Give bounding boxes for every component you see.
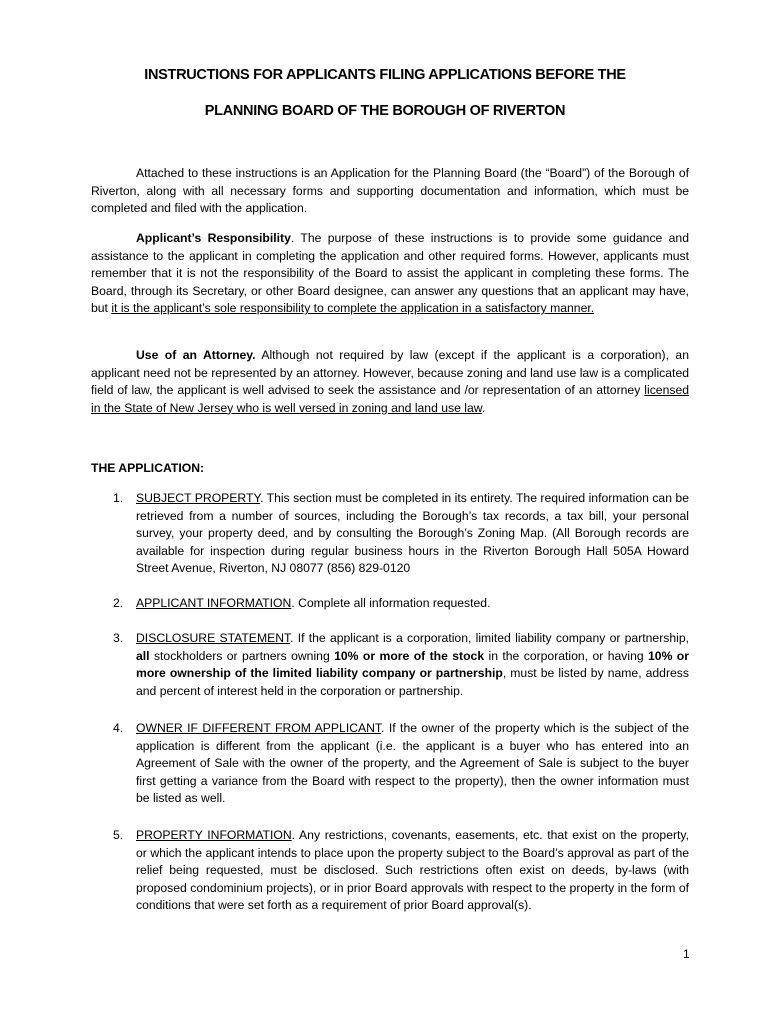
item-label: DISCLOSURE STATEMENT: [136, 631, 291, 645]
intro-text: Attached to these instructions is an Application for the Planning Board (the “Board”) of the Borough of Riverton, along with all necessary forms and supporting documentation and information, which must be completed and filed with the application.: [91, 166, 689, 216]
item-bold-text: 10% or more of the stock: [334, 648, 485, 663]
item-number: 2.: [113, 596, 124, 610]
item-text: , must be listed by name, address and percent of interest held in the corporation or partnership.: [136, 666, 689, 698]
attorney-end: .: [481, 400, 486, 415]
item-label: SUBJECT PROPERTY: [136, 491, 261, 505]
title-line-1: INSTRUCTIONS FOR APPLICANTS FILING APPLICATIONS BEFORE THE: [144, 67, 626, 83]
item-label: PROPERTY INFORMATION: [136, 828, 292, 842]
item-label: OWNER IF DIFFERENT FROM APPLICANT: [136, 721, 382, 735]
item-label: APPLICANT INFORMATION: [136, 596, 292, 610]
list-item-applicant-information: [91, 595, 689, 613]
list-item-property-information: [91, 827, 689, 915]
title-line-2: PLANNING BOARD OF THE BOROUGH OF RIVERTON: [204, 103, 566, 119]
list-item-subject-property: [91, 490, 689, 578]
item-number: 5.: [113, 828, 124, 842]
attorney-paragraph: [91, 347, 689, 417]
page-number: 1: [683, 947, 690, 961]
application-heading: THE APPLICATION:: [91, 461, 205, 475]
responsibility-paragraph: [91, 230, 689, 318]
attorney-underlined: licensed in the State of New Jersey who is well versed in zoning and land use law: [91, 383, 689, 415]
item-number: 3.: [113, 631, 124, 645]
item-text: . If the owner of the property which is the subject of the application is different from the applicant (i.e. the applicant is a buyer who has entered into an Agreement of Sale with the owner of the property, and the Agreement of Sale is subject to the buyer first getting a variance from the Board with respect to the property), then the owner information must be listed as well.: [136, 721, 689, 806]
item-text: stockholders or partners owning: [149, 648, 335, 663]
responsibility-text: . The purpose of these instructions is to provide some guidance and assistance to the applicant in completing the application and other required forms. However, applicants must remember that it is not the responsibility of the Board to assist the applicant in completing these forms. The Board, through its Secretary, or other Board designee, can answer any questions that an applicant may have, but: [91, 231, 689, 316]
item-bold-text: 10% or more ownership of the limited liability company or partnership: [136, 648, 689, 681]
item-number: 1.: [113, 491, 124, 505]
item-text: . If the applicant is a corporation, limited liability company or partnership,: [290, 631, 690, 645]
item-text: . This section must be completed in its entirety. The required information can be retrieved from a number of sources, including the Borough’s tax records, a tax bill, your personal survey, your property deed, and by consulting the Borough’s Zoning Map. (All Borough records are available for inspection during regular business hours in the Riverton Borough Hall 505A Howard Street Avenue, Riverton, NJ 08077 (856) 829-0120: [136, 491, 689, 576]
item-text: . Any restrictions, covenants, easements, etc. that exist on the property, or which the applicant intends to place upon the property subject to the Board’s approval as part of the relief being requested, must be disclosed. Such restrictions often exist on deeds, by-laws (with proposed condominium projects), or in prior Board approvals with respect to the property in the form of conditions that were set forth as a requirement of prior Board approval(s).: [136, 828, 689, 913]
attorney-heading: Use of an Attorney.: [136, 348, 256, 362]
item-text: in the corporation, or having: [484, 648, 649, 663]
attorney-text: Although not required by law (except if the applicant is a corporation), an applicant need not be represented by an attorney. However, because zoning and land use law is a complicated field of law, the applicant is well advised to seek the assistance and /or representation of an attorney: [91, 348, 689, 398]
responsibility-underlined: it is the applicant’s sole responsibility to complete the application in a satisfactory manner.: [111, 301, 595, 316]
intro-paragraph: [91, 165, 689, 218]
list-item-disclosure-statement: [91, 630, 689, 700]
list-item-owner-if-different: [91, 720, 689, 808]
item-bold-text: all: [136, 648, 150, 663]
item-number: 4.: [113, 721, 124, 735]
item-text: . Complete all information requested.: [291, 596, 491, 610]
responsibility-heading: Applicant’s Responsibility: [136, 231, 291, 245]
